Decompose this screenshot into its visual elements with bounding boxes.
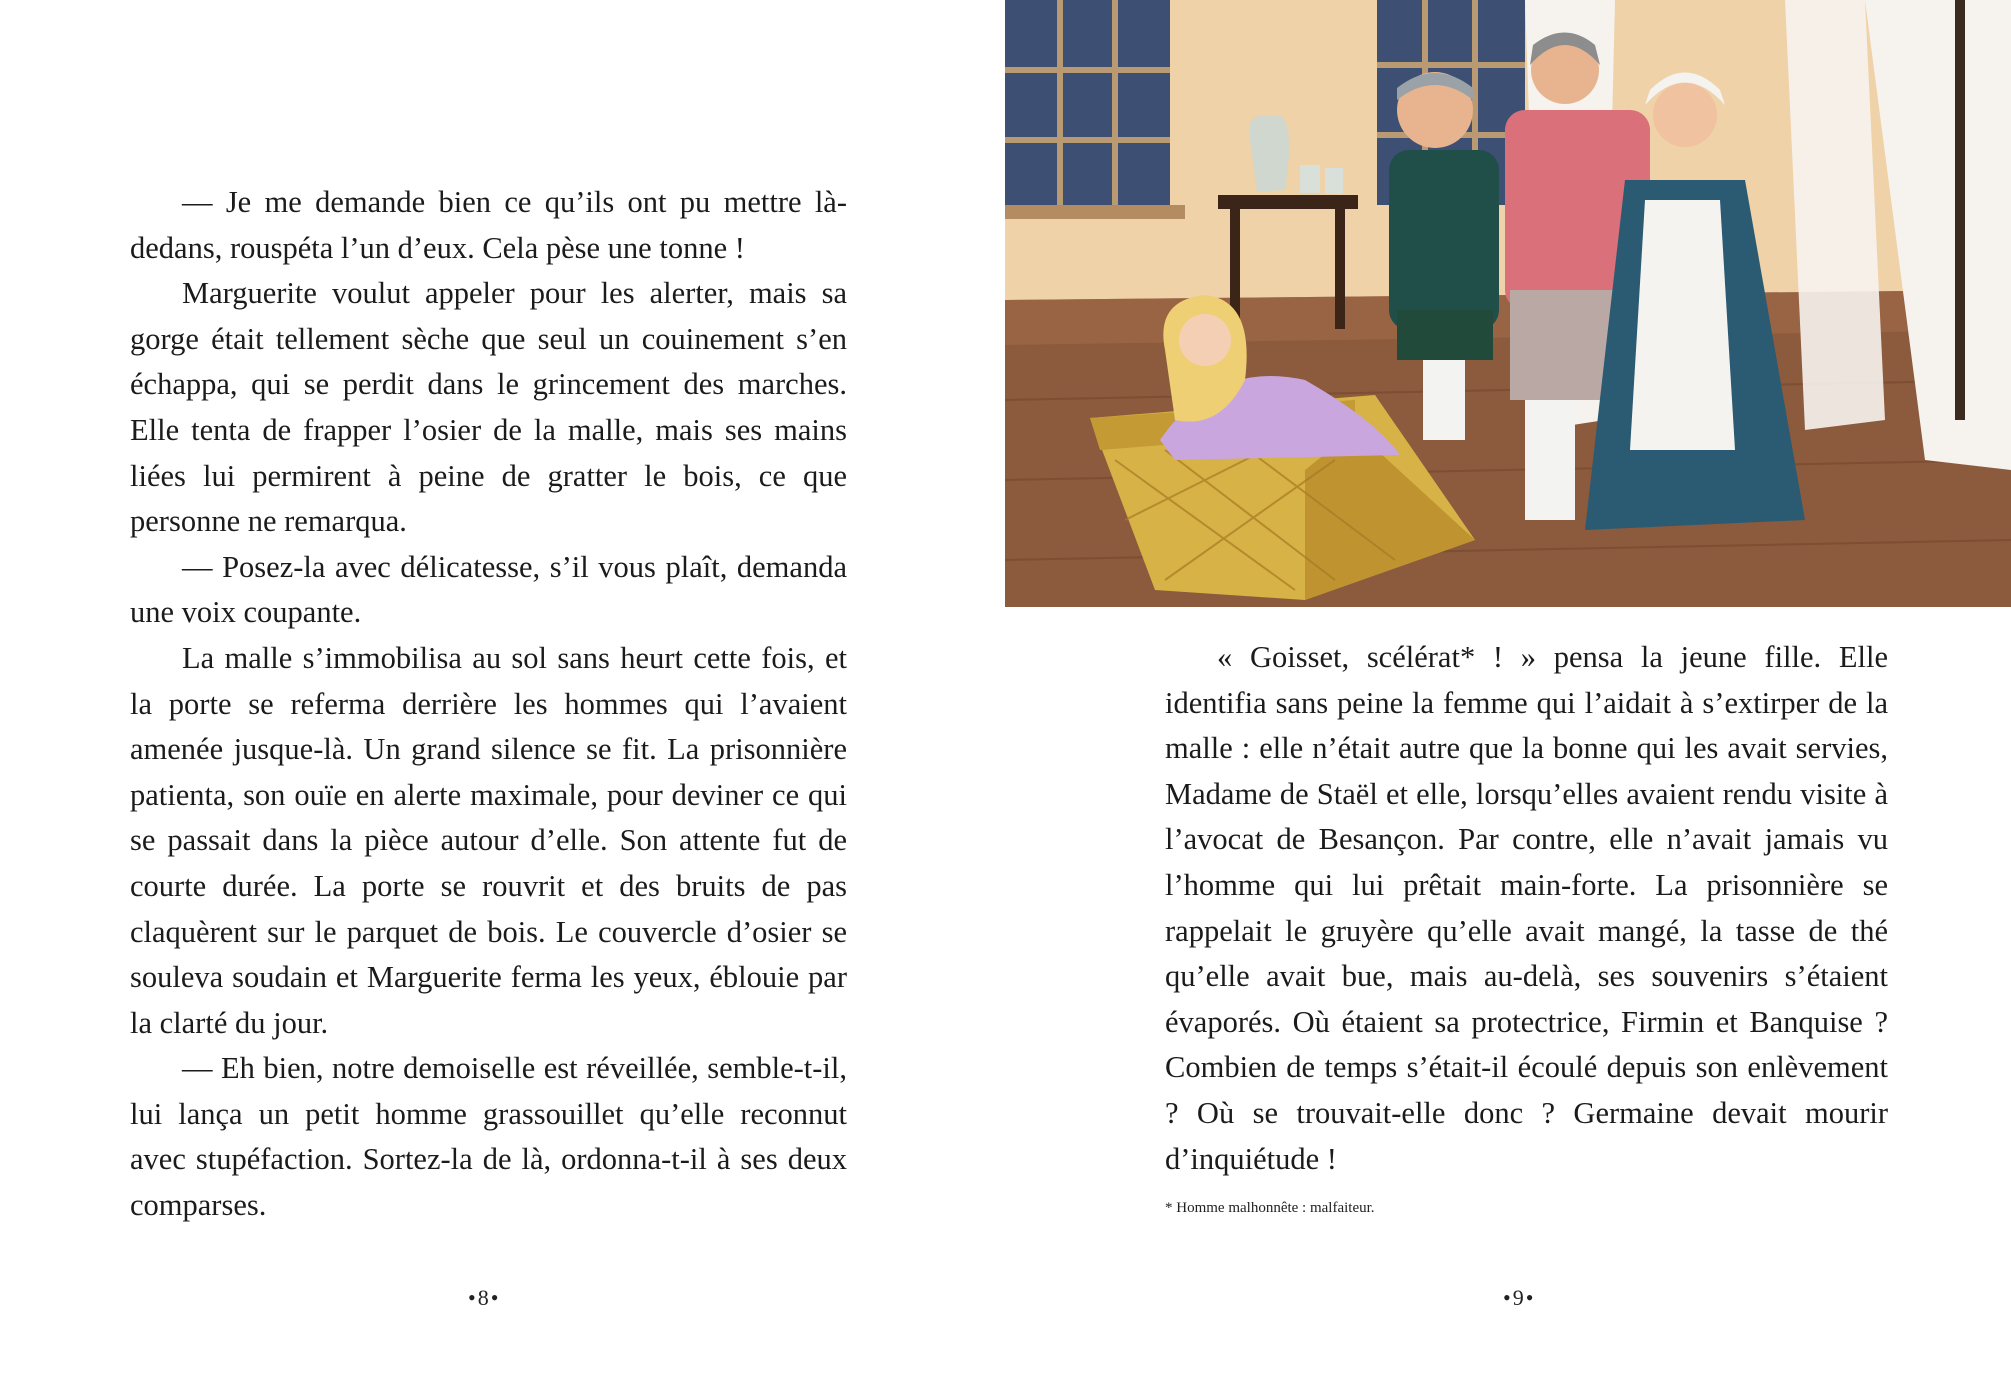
right-page bbox=[1005, 0, 2011, 1400]
left-page bbox=[0, 0, 1005, 1400]
page-number: •9• bbox=[1503, 1285, 1536, 1310]
footnote: * Homme malhonnête : malfaiteur. bbox=[1165, 1200, 1375, 1216]
paragraph: Marguerite voulut appeler pour les alerter, mais sa gorge était tellement sèche que seul un couinement s’en échappa, qui se perdit dans le grincement des marches. Elle tenta de frapper l’osier de la malle, mais ses mains liées lui permirent à peine de gratter le bois, ce que personne ne remarqua. bbox=[130, 276, 847, 539]
left-page-text bbox=[130, 180, 847, 1229]
paragraph: — Posez-la avec délicatesse, s’il vous plaît, demanda une voix coupante. bbox=[130, 549, 847, 630]
page-number: •8• bbox=[468, 1285, 501, 1310]
paragraph: « Goisset, scélérat* ! » pensa la jeune fille. Elle identifia sans peine la femme qui l’aidait à s’extirper de la malle : elle n’était autre que la bonne qui les avait servies, Madame de Staël et elle, lorsqu’elles avaient rendu visite à l’avocat de Besançon. Par contre, elle n’avait jamais vu l’homme qui lui prêtait main-forte. La prisonnière se rappelait le gruyère qu’elle avait mangé, la tasse de thé qu’elle avait bue, mais au-delà, ses souvenirs s’étaient évaporés. Où étaient sa protectrice, Firmin et Banquise ? Combien de temps s’était-il écoulé depuis son enlèvement ? Où se trouvait-elle donc ? Germaine devait mourir d’inquiétude ! bbox=[1165, 640, 1888, 1176]
right-page-text bbox=[1165, 635, 1888, 1182]
paragraph: — Eh bien, notre demoiselle est réveillée, semble-t-il, lui lança un petit homme grassouillet qu’elle reconnut avec stupéfaction. Sortez-la de là, ordonna-t-il à ses deux comparses. bbox=[130, 1051, 847, 1223]
paragraph: — Je me demande bien ce qu’ils ont pu mettre là-dedans, rouspéta l’un d’eux. Cela pèse une tonne ! bbox=[130, 185, 847, 265]
paragraph: La malle s’immobilisa au sol sans heurt cette fois, et la porte se referma derrière les hommes qui l’avaient amenée jusque-là. Un grand silence se fit. La prisonnière patienta, son ouïe en alerte maximale, pour deviner ce qui se passait dans la pièce autour d’elle. Son attente fut de courte durée. La porte se rouvrit et des bruits de pas claquèrent sur le parquet de bois. Le couvercle d’osier se souleva soudain et Marguerite ferma les yeux, éblouie par la clarté du jour. bbox=[130, 640, 847, 1040]
